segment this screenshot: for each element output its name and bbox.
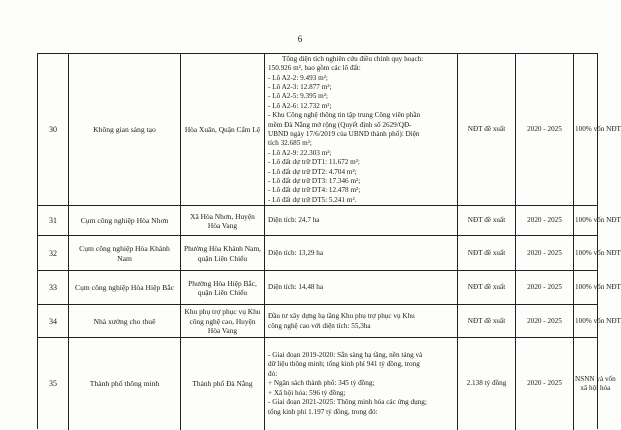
description-line: - Lô A2-6: 12.732 m²; xyxy=(268,101,332,110)
timeline: 2020 - 2025 xyxy=(516,236,574,271)
description-line: - Lô đất dự trữ DT5: 5.241 m². xyxy=(268,195,357,204)
funding-line: xã hội hóa xyxy=(580,384,611,392)
funding-source xyxy=(574,206,621,236)
project-name: Thành phố thông minh xyxy=(69,338,181,430)
description-line: - Lô đất dự trữ DT3: 17.346 m²; xyxy=(268,177,361,186)
table-row-34 xyxy=(38,304,621,338)
description-line: Tổng diện tích nghiên cứu điều chỉnh quy hoạch: xyxy=(282,54,424,63)
description-line: - Lô đất dự trữ DT1: 11.672 m²; xyxy=(268,158,360,167)
funding-line: NSNN và vốn xyxy=(575,374,616,383)
timeline: 2020 - 2025 xyxy=(516,338,574,430)
description-line: + Xã hội hóa: 596 tỷ đồng; xyxy=(268,388,346,397)
project-name: Cụm công nghiệp Hòa Hiệp Bắc xyxy=(69,271,181,305)
funding-source xyxy=(574,54,621,206)
capital: NĐT đề xuất xyxy=(458,271,516,305)
capital: NĐT đề xuất xyxy=(458,236,516,271)
description-line: đó: xyxy=(268,369,278,378)
project-name: Cụm công nghiệp Hòa Nhơn xyxy=(69,206,181,236)
project-location: Phường Hòa Khánh Nam, quận Liên Chiểu xyxy=(181,236,265,271)
table-row-31 xyxy=(38,205,621,236)
capital: 2.138 tỷ đồng xyxy=(458,338,516,430)
timeline: 2020 - 2025 xyxy=(516,305,574,338)
row-number: 35 xyxy=(38,338,69,430)
description-line: - Lô đất dự trữ DT2: 4.704 m²; xyxy=(268,167,357,176)
project-location: Thành phố Đà Nẵng xyxy=(181,338,265,430)
capital: NĐT đề xuất xyxy=(458,54,516,206)
table-row-32 xyxy=(38,235,621,271)
funding-source xyxy=(574,338,616,430)
description-line: UBND ngày 17/6/2019 của UBND thành phố): Diện xyxy=(268,130,420,138)
description-line: - Khu Công nghệ thông tin tập trung Công viên phần xyxy=(268,111,421,120)
project-location: Khu phụ trợ phục vụ Khu công nghệ cao, Huyện Hòa Vang xyxy=(181,305,265,338)
project-description: Diện tích: 13,29 ha xyxy=(265,236,458,271)
project-description xyxy=(265,305,458,338)
project-table xyxy=(37,53,621,429)
row-number: 33 xyxy=(38,271,69,305)
project-name: Cụm công nghiệp Hòa Khánh Nam xyxy=(69,236,181,271)
description-line: công nghệ cao với diện tích: 55,3ha xyxy=(268,321,371,330)
project-location: Xã Hòa Nhơn, Huyện Hòa Vang xyxy=(181,206,265,236)
project-description: Diện tích: 14,48 ha xyxy=(265,271,458,305)
funding-line: 100% vốn NĐT xyxy=(575,216,621,225)
funding-line: 100% vốn NĐT xyxy=(575,248,621,257)
description-line: - Lô A2-3: 12.877 m²; xyxy=(268,82,332,91)
project-location: Hòa Xuân, Quận Cẩm Lệ xyxy=(181,54,265,206)
project-description xyxy=(265,338,458,430)
project-name: Không gian sáng tạo xyxy=(69,54,181,206)
project-location: Phường Hòa Hiệp Bắc, quận Liên Chiểu xyxy=(181,271,265,305)
description-line: - Lô đất dự trữ DT4: 12.478 m²; xyxy=(268,186,361,195)
funding-source xyxy=(574,305,621,338)
project-description xyxy=(265,54,458,206)
table-row-35 xyxy=(38,337,616,430)
timeline: 2020 - 2025 xyxy=(516,206,574,236)
description-line: Đầu tư xây dựng hạ tầng Khu phụ trợ phục vụ Khu xyxy=(268,312,415,321)
description-line: tổng kinh phí 1.197 tỷ đồng, trong đó: xyxy=(268,407,378,416)
table-row-33 xyxy=(38,270,621,305)
row-number: 34 xyxy=(38,305,69,338)
description-line: + Ngân sách thành phố: 345 tỷ đồng; xyxy=(268,379,375,388)
description-line: - Lô A2-5: 9.395 m²; xyxy=(268,92,328,101)
project-name: Nhà xưởng cho thuê xyxy=(69,305,181,338)
funding-line: 100% vốn NĐT xyxy=(575,283,621,292)
project-description: Diện tích: 24,7 ha xyxy=(265,206,458,236)
description-line: tích 32.685 m²; xyxy=(268,139,312,148)
capital: NĐT đề xuất xyxy=(458,305,516,338)
timeline: 2020 - 2025 xyxy=(516,54,574,206)
row-number: 31 xyxy=(38,206,69,236)
timeline: 2020 - 2025 xyxy=(516,271,574,305)
description-line: - Giai đoạn 2019-2020: Sẵn sàng hạ tầng, nền tảng và xyxy=(268,351,423,360)
capital: NĐT đề xuất xyxy=(458,206,516,236)
table-row-30 xyxy=(38,53,621,206)
description-line: - Lô A2-9: 22.303 m²; xyxy=(268,148,332,157)
row-number: 32 xyxy=(38,236,69,271)
description-line: 150.926 m², bao gồm các lô đất: xyxy=(268,64,361,73)
description-line: dữ liệu thông minh; tổng kinh phí 941 tỷ đồng, trong xyxy=(268,360,420,369)
funding-source xyxy=(574,271,621,305)
funding-line: 100% vốn NĐT xyxy=(575,125,621,134)
description-line: mềm Đà Nẵng mở rộng (Quyết định số 2629/QĐ- xyxy=(268,120,412,129)
funding-line: 100% vốn NĐT xyxy=(575,316,621,325)
page-number: 6 xyxy=(297,34,303,44)
description-line: - Lô A2-2: 9.493 m²; xyxy=(268,73,328,82)
description-line: - Giai đoạn 2021-2025: Thông minh hóa các ứng dụng; xyxy=(268,398,427,407)
row-number: 30 xyxy=(38,54,69,206)
funding-source xyxy=(574,236,621,271)
